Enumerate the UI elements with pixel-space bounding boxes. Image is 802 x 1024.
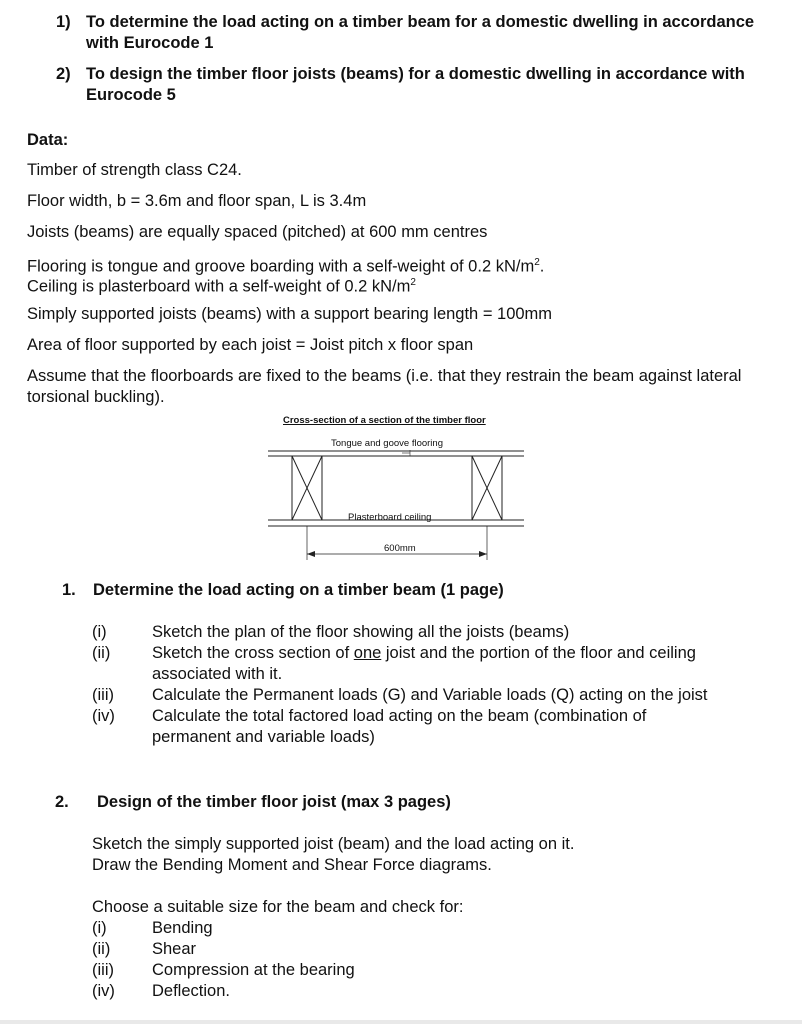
item-text-underlined: one	[353, 644, 382, 662]
task1-title: Determine the load acting on a timber beam (1 page)	[93, 581, 504, 599]
data-line-supports: Simply supported joists (beams) with a support bearing length = 100mm	[27, 305, 553, 323]
task2-title: Design of the timber floor joist (max 3 pages)	[97, 793, 451, 811]
figure-label-dimension: 600mm	[384, 543, 416, 554]
cross-section-drawing	[262, 410, 532, 562]
dim-arrow-right	[479, 551, 487, 557]
data-heading: Data:	[27, 131, 69, 149]
data-line-area: Area of floor supported by each joist = Joist pitch x floor span	[27, 336, 474, 354]
data-line-dimensions: Floor width, b = 3.6m and floor span, L is 3.4m	[27, 192, 367, 210]
item-roman: (i)	[92, 623, 107, 641]
task2-para-line2: Draw the Bending Moment and Shear Force diagrams.	[92, 856, 492, 874]
figure-label-ceiling: Plasterboard ceiling	[348, 512, 432, 523]
task2-number: 2.	[55, 793, 69, 811]
data-line-strength-class: Timber of strength class C24.	[27, 161, 242, 179]
item-text: Bending	[152, 919, 213, 937]
objective-2	[56, 64, 786, 108]
item-roman: (ii)	[92, 644, 111, 662]
task2-check-intro: Choose a suitable size for the beam and check for:	[92, 898, 464, 916]
item-text: Compression at the bearing	[152, 961, 355, 979]
ceiling-text: Ceiling is plasterboard with a self-weight of 0.2 kN/m	[27, 277, 411, 296]
page-bottom-rule	[0, 1020, 802, 1024]
dim-arrow-left	[307, 551, 315, 557]
task1-list	[92, 622, 782, 752]
task2-heading	[55, 792, 451, 813]
item-roman: (iii)	[92, 686, 114, 704]
objective-number: 1)	[56, 13, 71, 31]
task2-check-list	[92, 918, 492, 1004]
task2-para-line1: Sketch the simply supported joist (beam) and the load acting on it.	[92, 835, 575, 853]
objective-number: 2)	[56, 65, 71, 83]
ceiling-superscript: 2	[410, 277, 416, 288]
objective-text: To determine the load acting on a timber beam for a domestic dwelling in accordance with Eurocode 1	[86, 13, 755, 52]
item-roman: (iv)	[92, 982, 115, 1000]
item-text: Deflection.	[152, 982, 230, 1000]
objective-text: To design the timber floor joists (beams) for a domestic dwelling in accordance with Eurocode 5	[86, 65, 745, 104]
item-text: Sketch the plan of the floor showing all the joists (beams)	[152, 623, 570, 641]
item-roman: (iii)	[92, 961, 114, 979]
item-roman: (ii)	[92, 940, 111, 958]
data-line-joist-spacing: Joists (beams) are equally spaced (pitched) at 600 mm centres	[27, 223, 488, 241]
objective-1	[56, 12, 786, 56]
data-line-assumption: Assume that the floorboards are fixed to the beams (i.e. that they restrain the beam against lateral torsional buckling).	[27, 367, 742, 406]
item-text-post: joist and the portion of the floor and ceiling associated with it.	[152, 644, 696, 683]
figure-label-flooring: Tongue and goove flooring	[331, 438, 443, 449]
item-text: Calculate the total factored load acting on the beam (combination of permanent and variable loads)	[152, 707, 647, 746]
item-roman: (i)	[92, 919, 107, 937]
figure-title: Cross-section of a section of the timber floor	[283, 415, 486, 426]
item-text-pre: Sketch the cross section of	[152, 644, 354, 662]
flooring-period: .	[539, 257, 545, 276]
cross-section-figure	[262, 410, 532, 562]
item-text: Shear	[152, 940, 197, 958]
flooring-text: Flooring is tongue and groove boarding with a self-weight of 0.2 kN/m	[27, 257, 535, 276]
data-line-ceiling	[27, 273, 416, 297]
task1-number: 1.	[62, 581, 76, 599]
item-roman: (iv)	[92, 707, 115, 725]
flooring-superscript: 2	[534, 257, 540, 268]
item-text-compound	[152, 643, 772, 684]
task1-heading	[62, 580, 504, 601]
item-text: Calculate the Permanent loads (G) and Variable loads (Q) acting on the joist	[152, 686, 708, 704]
